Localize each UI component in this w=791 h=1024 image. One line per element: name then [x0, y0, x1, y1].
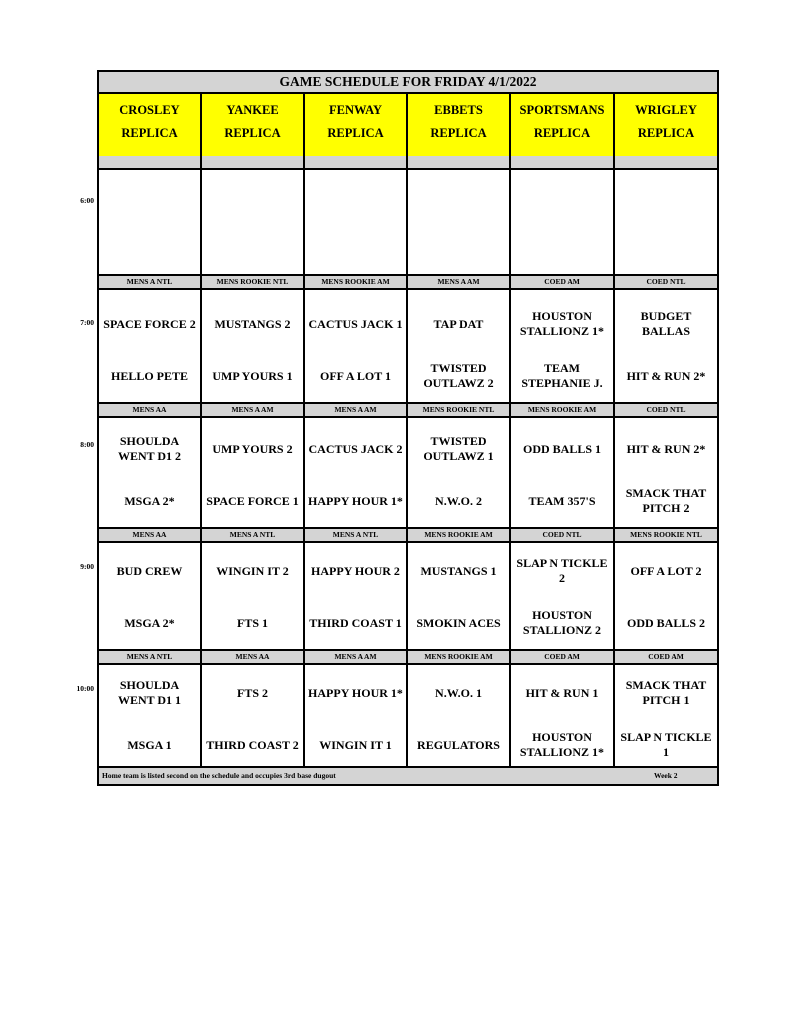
game-team-visitor: HAPPY HOUR 1* — [308, 685, 403, 700]
row-divider — [99, 288, 717, 290]
division-label: COED NTL — [511, 529, 613, 541]
schedule-footer — [99, 766, 717, 784]
field-name: SPORTSMANS — [519, 103, 605, 117]
game-team-home: HELLO PETE — [110, 368, 189, 383]
division-label: MENS ROOKIE AM — [408, 529, 509, 541]
game-team-visitor: CACTUS JACK 2 — [308, 441, 403, 456]
game-team-home: SPACE FORCE 1 — [206, 493, 299, 508]
game-team-home: HOUSTON STALLIONZ 1* — [519, 730, 605, 759]
division-label: COED NTL — [615, 404, 717, 416]
division-label: MENS ROOKIE NTL — [408, 404, 509, 416]
division-label: MENS A NTL — [202, 529, 303, 541]
game-team-visitor: CACTUS JACK 1 — [308, 316, 403, 331]
time-label: 9:00 — [80, 562, 94, 571]
division-label: COED AM — [511, 276, 613, 288]
game-team-home: MSGA 2* — [124, 615, 175, 630]
game-team-visitor: UMP YOURS 2 — [212, 441, 293, 456]
game-team-visitor: TWISTED OUTLAWZ 1 — [423, 434, 494, 463]
game-team-visitor: HIT & RUN 1 — [525, 685, 599, 700]
division-label: MENS A AM — [408, 276, 509, 288]
game-team-home: REGULATORS — [417, 737, 500, 752]
division-label: MENS ROOKIE NTL — [615, 529, 717, 541]
division-label: MENS AA — [99, 529, 200, 541]
game-team-home: THIRD COAST 2 — [206, 737, 299, 752]
division-label: MENS ROOKIE AM — [408, 651, 509, 663]
row-divider — [99, 541, 717, 543]
field-header — [99, 94, 200, 156]
game-team-home: TEAM 357'S — [528, 493, 596, 508]
game-team-visitor: SHOULDA WENT D1 1 — [117, 678, 182, 707]
field-header — [202, 94, 303, 156]
game-team-visitor: SHOULDA WENT D1 2 — [117, 434, 182, 463]
schedule-sheet — [97, 70, 719, 786]
field-subtitle: REPLICA — [637, 126, 695, 140]
division-label: MENS A AM — [202, 404, 303, 416]
game-team-visitor: SMACK THAT PITCH 1 — [625, 678, 707, 707]
game-team-home: HOUSTON STALLIONZ 2 — [522, 608, 602, 637]
game-team-visitor: HOUSTON STALLIONZ 1* — [519, 309, 605, 338]
game-team-home: HAPPY HOUR 1* — [308, 493, 403, 508]
field-header — [615, 94, 717, 156]
game-team-home: MSGA 1 — [127, 737, 172, 752]
game-team-visitor: FTS 2 — [236, 685, 268, 700]
game-team-visitor: N.W.O. 1 — [435, 685, 482, 700]
time-label: 7:00 — [80, 318, 94, 327]
game-team-visitor: MUSTANGS 1 — [420, 563, 497, 578]
game-team-visitor: BUDGET BALLAS — [640, 309, 692, 338]
game-team-visitor: HAPPY HOUR 2 — [311, 563, 400, 578]
division-label: MENS ROOKIE AM — [305, 276, 406, 288]
game-team-visitor: OFF A LOT 2 — [630, 563, 702, 578]
game-team-home: HIT & RUN 2* — [626, 368, 706, 383]
home-team-note: Home team is listed second on the schedule and occupies 3rd base dugout — [102, 771, 336, 780]
schedule-title: GAME SCHEDULE FOR FRIDAY 4/1/2022 — [99, 72, 717, 94]
row-divider — [99, 168, 717, 170]
time-label: 10:00 — [76, 684, 94, 693]
division-label: COED AM — [615, 651, 717, 663]
field-name: CROSLEY — [119, 103, 180, 117]
field-name: FENWAY — [328, 103, 383, 117]
field-subtitle: REPLICA — [533, 126, 591, 140]
division-label: COED AM — [511, 651, 613, 663]
game-team-home: OFF A LOT 1 — [319, 368, 391, 383]
field-name: EBBETS — [434, 103, 483, 117]
row-divider — [99, 416, 717, 418]
time-label: 6:00 — [80, 196, 94, 205]
time-label: 8:00 — [80, 440, 94, 449]
field-name: WRIGLEY — [635, 103, 697, 117]
division-label: MENS A AM — [305, 651, 406, 663]
field-subtitle: REPLICA — [121, 126, 178, 140]
game-team-visitor: MUSTANGS 2 — [214, 316, 291, 331]
game-team-visitor: BUD CREW — [116, 563, 183, 578]
field-header — [511, 94, 613, 156]
game-team-visitor: TAP DAT — [433, 316, 484, 331]
game-team-visitor: ODD BALLS 1 — [522, 441, 602, 456]
game-team-visitor: HIT & RUN 2* — [626, 441, 706, 456]
game-team-home: ODD BALLS 2 — [626, 615, 706, 630]
game-team-home: FTS 1 — [236, 615, 268, 630]
game-team-home: TWISTED OUTLAWZ 2 — [423, 361, 494, 390]
game-team-home: WINGIN IT 1 — [319, 737, 392, 752]
field-subtitle: REPLICA — [327, 126, 384, 140]
game-team-home: TEAM STEPHANIE J. — [521, 361, 603, 390]
game-team-home: THIRD COAST 1 — [309, 615, 402, 630]
division-label: MENS AA — [202, 651, 303, 663]
division-label: MENS AA — [99, 404, 200, 416]
division-label: MENS A NTL — [99, 651, 200, 663]
field-header — [305, 94, 406, 156]
field-subtitle: REPLICA — [224, 126, 281, 140]
game-team-visitor: SPACE FORCE 2 — [103, 316, 196, 331]
game-team-home: N.W.O. 2 — [435, 493, 482, 508]
row-divider — [99, 663, 717, 665]
game-team-visitor: SLAP N TICKLE 2 — [516, 556, 608, 585]
week-label: Week 2 — [654, 771, 678, 780]
game-team-home: SLAP N TICKLE 1 — [620, 730, 712, 759]
game-team-home: SMACK THAT PITCH 2 — [625, 486, 707, 515]
game-team-home: UMP YOURS 1 — [212, 368, 293, 383]
division-label: MENS A NTL — [305, 529, 406, 541]
game-team-home: SMOKIN ACES — [416, 615, 501, 630]
game-team-home: MSGA 2* — [124, 493, 175, 508]
division-label: MENS ROOKIE AM — [511, 404, 613, 416]
division-label: MENS A NTL — [99, 276, 200, 288]
field-subtitle: REPLICA — [430, 126, 487, 140]
field-name: YANKEE — [226, 103, 279, 117]
division-label: MENS ROOKIE NTL — [202, 276, 303, 288]
division-label: MENS A AM — [305, 404, 406, 416]
field-header — [408, 94, 509, 156]
division-label: COED NTL — [615, 276, 717, 288]
game-team-visitor: WINGIN IT 2 — [216, 563, 289, 578]
